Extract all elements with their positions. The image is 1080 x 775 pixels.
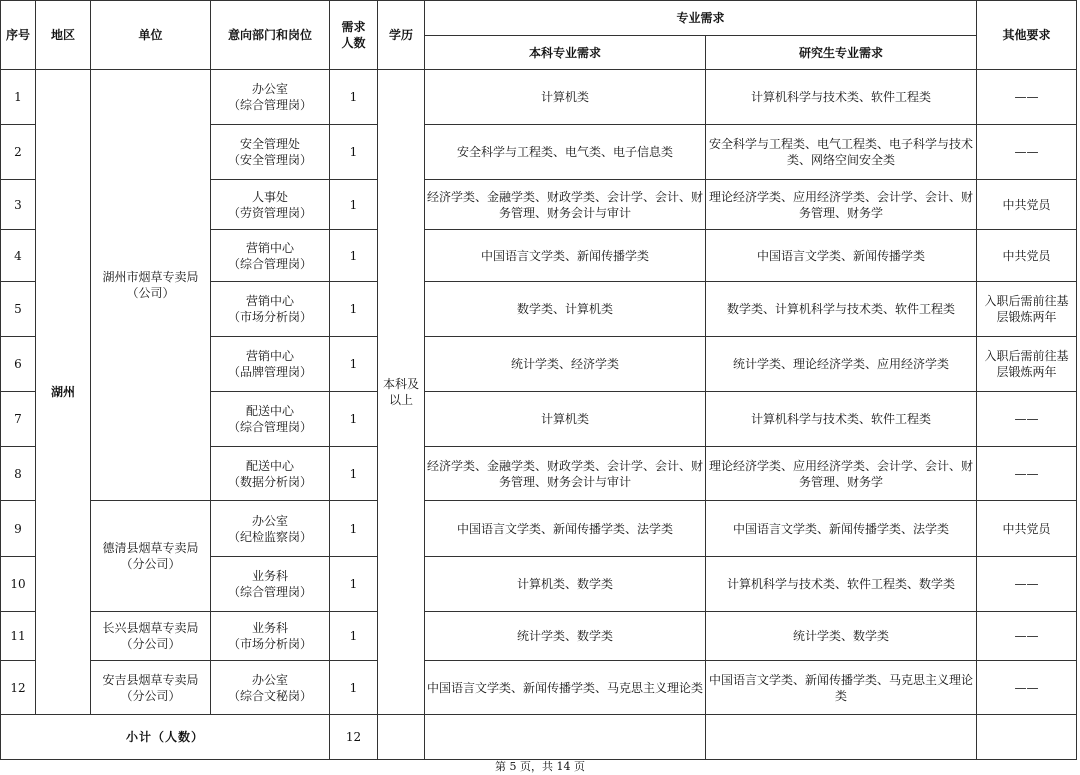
header-count	[330, 1, 378, 70]
unit-type: （分公司）	[120, 557, 181, 571]
header-education: 学历	[378, 1, 425, 70]
header-other: 其他要求	[977, 1, 1077, 70]
subtotal-row	[1, 715, 1077, 760]
row-seq: 12	[1, 661, 36, 715]
header-unit: 单位	[91, 1, 211, 70]
graduate-major-cell: 中国语言文学类、新闻传播学类、法学类	[706, 501, 977, 557]
unit-cell	[91, 661, 211, 715]
post-name: （综合管理岗）	[227, 256, 312, 271]
count-cell: 1	[330, 230, 378, 282]
graduate-major-cell: 安全科学与工程类、电气工程类、电子科学与技术类、网络空间安全类	[706, 125, 977, 180]
position-cell	[211, 180, 330, 230]
graduate-major-cell: 数学类、计算机科学与技术类、软件工程类	[706, 282, 977, 337]
unit-name: 长兴县烟草专卖局	[102, 621, 199, 635]
other-requirement-cell: 中共党员	[977, 230, 1077, 282]
count-cell: 1	[330, 501, 378, 557]
row-seq: 9	[1, 501, 36, 557]
count-cell: 1	[330, 125, 378, 180]
undergrad-major-cell: 数学类、计算机类	[425, 282, 706, 337]
unit-name: 安吉县烟草专卖局	[102, 672, 199, 687]
post-name: （综合管理岗）	[227, 98, 312, 112]
table-row	[1, 70, 1077, 125]
graduate-major-cell: 理论经济学类、应用经济学类、会计学、会计、财务管理、财务学	[706, 180, 977, 230]
position-cell	[211, 447, 330, 501]
unit-type: （分公司）	[120, 688, 181, 703]
other-requirement-cell: 入职后需前往基层锻炼两年	[977, 337, 1077, 392]
subtotal-empty-education	[378, 715, 425, 760]
unit-type: （公司）	[126, 286, 175, 300]
other-requirement-cell: ——	[977, 392, 1077, 447]
dept-name: 人事处	[251, 189, 288, 204]
position-cell	[211, 125, 330, 180]
header-region: 地区	[36, 1, 91, 70]
position-cell	[211, 230, 330, 282]
undergrad-major-cell: 统计学类、经济学类	[425, 337, 706, 392]
subtotal-empty-undergrad	[425, 715, 706, 760]
other-requirement-cell: ——	[977, 612, 1077, 661]
post-name: （综合文秘岗）	[227, 688, 312, 703]
count-cell: 1	[330, 447, 378, 501]
table-row	[1, 612, 1077, 661]
count-cell: 1	[330, 337, 378, 392]
post-name: （纪检监察岗）	[227, 529, 312, 544]
education-cell	[378, 70, 425, 715]
row-seq: 5	[1, 282, 36, 337]
other-requirement-cell: 中共党员	[977, 180, 1077, 230]
graduate-major-cell: 中国语言文学类、新闻传播学类、马克思主义理论类	[706, 661, 977, 715]
dept-name: 办公室	[251, 672, 288, 687]
graduate-major-cell: 计算机科学与技术类、软件工程类、数学类	[706, 557, 977, 612]
dept-name: 营销中心	[245, 294, 294, 308]
subtotal-empty-graduate	[706, 715, 977, 760]
dept-name: 办公室	[251, 82, 288, 96]
graduate-major-cell: 计算机科学与技术类、软件工程类	[706, 392, 977, 447]
dept-name: 办公室	[251, 513, 288, 528]
count-cell: 1	[330, 557, 378, 612]
post-name: （综合管理岗）	[227, 420, 312, 434]
header-count-line1: 需求	[341, 20, 366, 34]
count-cell: 1	[330, 180, 378, 230]
undergrad-major-cell: 经济学类、金融学类、财政学类、会计学、会计、财务管理、财务会计与审计	[425, 447, 706, 501]
other-requirement-cell: 入职后需前往基层锻炼两年	[977, 282, 1077, 337]
header-graduate: 研究生专业需求	[706, 36, 977, 70]
dept-name: 配送中心	[245, 404, 294, 418]
undergrad-major-cell: 安全科学与工程类、电气类、电子信息类	[425, 125, 706, 180]
dept-name: 业务科	[251, 621, 288, 635]
row-seq: 3	[1, 180, 36, 230]
undergrad-major-cell: 统计学类、数学类	[425, 612, 706, 661]
dept-name: 营销中心	[245, 240, 294, 255]
count-cell: 1	[330, 70, 378, 125]
post-name: （劳资管理岗）	[227, 205, 312, 220]
count-cell: 1	[330, 282, 378, 337]
header-count-line2: 人数	[341, 36, 366, 50]
dept-name: 配送中心	[245, 458, 294, 473]
position-cell	[211, 392, 330, 447]
unit-name: 德清县烟草专卖局	[102, 541, 199, 555]
post-name: （市场分析岗）	[227, 310, 312, 324]
count-cell: 1	[330, 661, 378, 715]
position-cell	[211, 557, 330, 612]
unit-cell	[91, 70, 211, 501]
unit-cell	[91, 501, 211, 612]
other-requirement-cell: 中共党员	[977, 501, 1077, 557]
undergrad-major-cell: 计算机类、数学类	[425, 557, 706, 612]
position-cell	[211, 337, 330, 392]
subtotal-value: 12	[330, 715, 378, 760]
other-requirement-cell: ——	[977, 661, 1077, 715]
other-requirement-cell: ——	[977, 70, 1077, 125]
post-name: （数据分析岗）	[227, 474, 312, 489]
row-seq: 11	[1, 612, 36, 661]
undergrad-major-cell: 中国语言文学类、新闻传播学类、法学类	[425, 501, 706, 557]
dept-name: 营销中心	[245, 349, 294, 363]
position-cell	[211, 501, 330, 557]
header-seq: 序号	[1, 1, 36, 70]
undergrad-major-cell: 中国语言文学类、新闻传播学类、马克思主义理论类	[425, 661, 706, 715]
dept-name: 业务科	[251, 569, 288, 583]
other-requirement-cell: ——	[977, 125, 1077, 180]
graduate-major-cell: 中国语言文学类、新闻传播学类	[706, 230, 977, 282]
post-name: （综合管理岗）	[227, 585, 312, 599]
graduate-major-cell: 理论经济学类、应用经济学类、会计学、会计、财务管理、财务学	[706, 447, 977, 501]
other-requirement-cell: ——	[977, 447, 1077, 501]
row-seq: 4	[1, 230, 36, 282]
position-cell	[211, 282, 330, 337]
position-cell	[211, 661, 330, 715]
undergrad-major-cell: 中国语言文学类、新闻传播学类	[425, 230, 706, 282]
subtotal-empty-other	[977, 715, 1077, 760]
post-name: （品牌管理岗）	[227, 365, 312, 379]
unit-cell	[91, 612, 211, 661]
graduate-major-cell: 计算机科学与技术类、软件工程类	[706, 70, 977, 125]
post-name: （市场分析岗）	[227, 637, 312, 651]
unit-type: （分公司）	[120, 637, 181, 651]
count-cell: 1	[330, 392, 378, 447]
region-cell: 湖州	[36, 70, 91, 715]
education-line2: 以上	[388, 393, 413, 407]
page-footer: 第 5 页，共 14 页	[495, 760, 585, 773]
table-row	[1, 501, 1077, 557]
dept-name: 安全管理处	[239, 137, 300, 151]
row-seq: 8	[1, 447, 36, 501]
count-cell: 1	[330, 612, 378, 661]
position-cell	[211, 70, 330, 125]
undergrad-major-cell: 计算机类	[425, 392, 706, 447]
graduate-major-cell: 统计学类、理论经济学类、应用经济学类	[706, 337, 977, 392]
header-position: 意向部门和岗位	[211, 1, 330, 70]
row-seq: 2	[1, 125, 36, 180]
unit-name: 湖州市烟草专卖局	[102, 270, 199, 284]
undergrad-major-cell: 计算机类	[425, 70, 706, 125]
position-cell	[211, 612, 330, 661]
post-name: （安全管理岗）	[227, 153, 312, 167]
subtotal-label: 小计（人数）	[1, 715, 330, 760]
header-undergrad: 本科专业需求	[425, 36, 706, 70]
row-seq: 1	[1, 70, 36, 125]
row-seq: 6	[1, 337, 36, 392]
graduate-major-cell: 统计学类、数学类	[706, 612, 977, 661]
table-row	[1, 661, 1077, 715]
header-major-group: 专业需求	[425, 1, 977, 36]
row-seq: 7	[1, 392, 36, 447]
other-requirement-cell: ——	[977, 557, 1077, 612]
education-line1: 本科及	[382, 377, 419, 391]
undergrad-major-cell: 经济学类、金融学类、财政学类、会计学、会计、财务管理、财务会计与审计	[425, 180, 706, 230]
row-seq: 10	[1, 557, 36, 612]
